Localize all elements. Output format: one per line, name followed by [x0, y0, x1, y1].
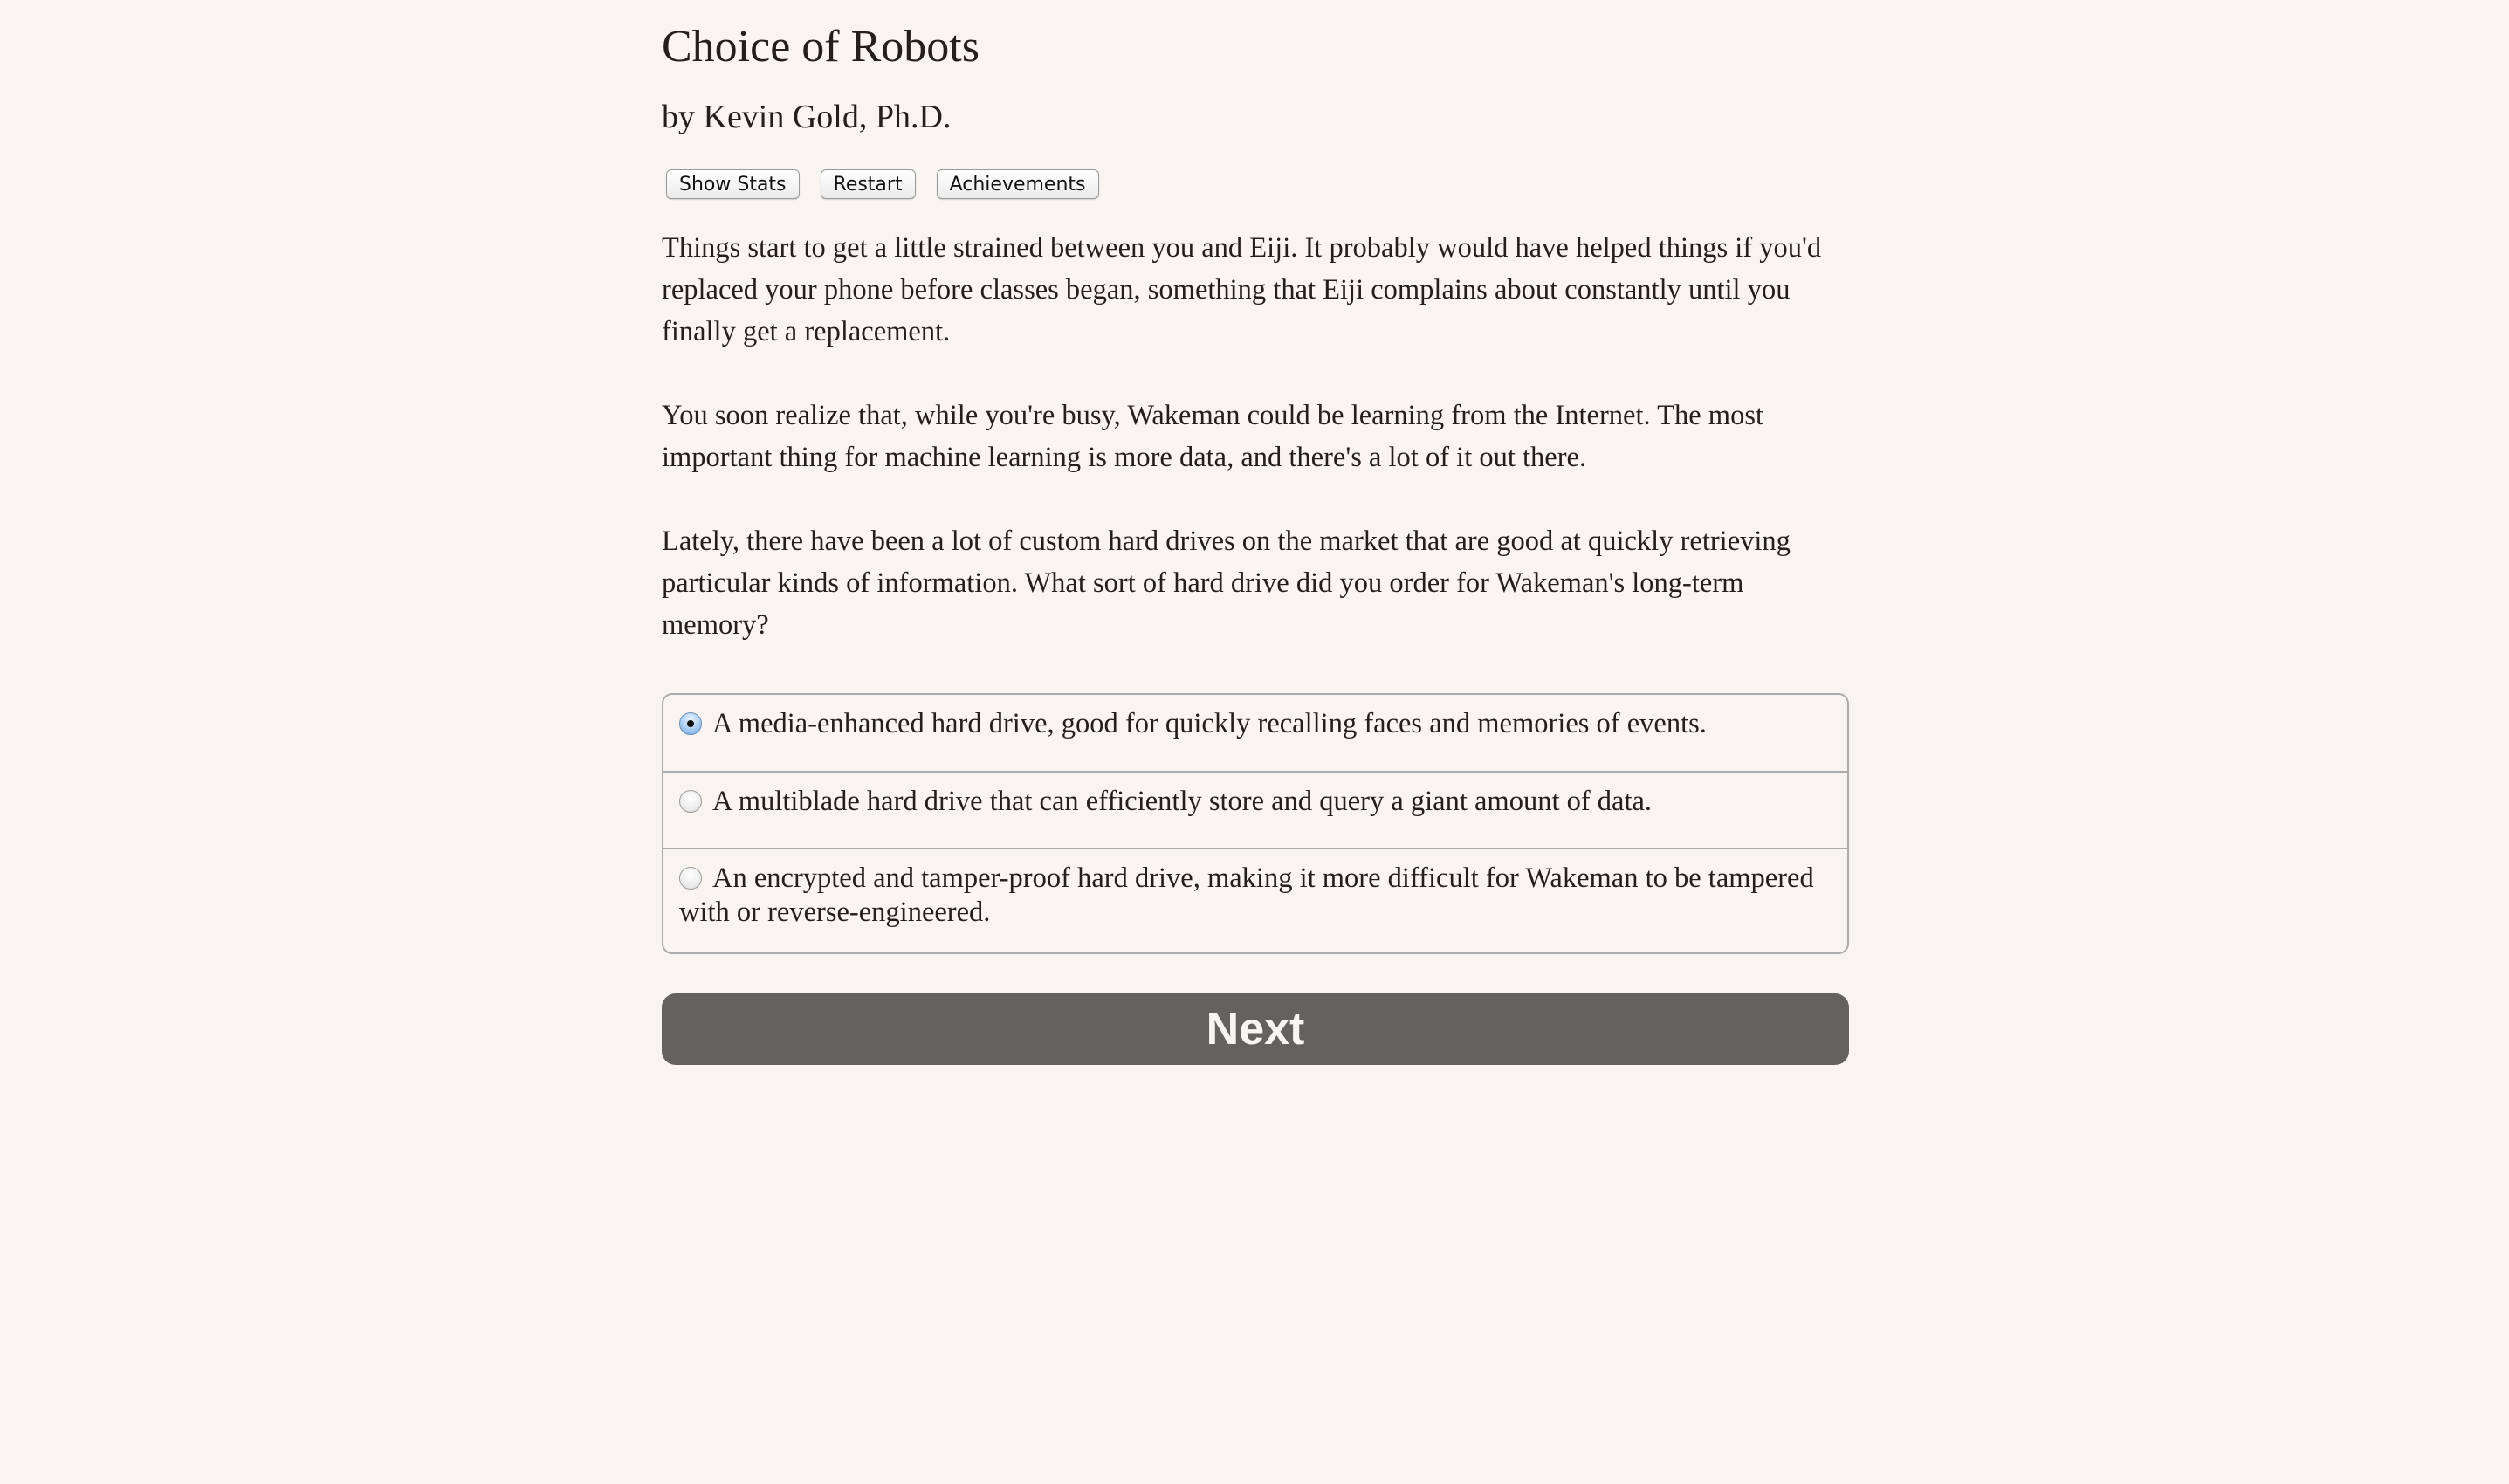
choice-label: A media-enhanced hard drive, good for quickly recalling faces and memories of events.: [712, 708, 1707, 739]
radio-unselected-icon[interactable]: [679, 867, 702, 890]
game-title: Choice of Robots: [662, 22, 980, 72]
choice-label: An encrypted and tamper-proof hard drive, making it more difficult for Wakeman to be tampered with or reverse-engineered.: [679, 862, 1814, 928]
show-stats-button[interactable]: Show Stats: [666, 169, 800, 199]
story-paragraph: You soon realize that, while you're busy, Wakeman could be learning from the Internet. The most important thing for machine learning is more data, and there's a lot of it out there.: [662, 400, 1764, 473]
choice-list: [662, 693, 1849, 954]
radio-unselected-icon[interactable]: [679, 790, 702, 813]
radio-selected-icon[interactable]: [679, 712, 702, 735]
choice-label: A multiblade hard drive that can efficiently store and query a giant amount of data.: [712, 786, 1653, 817]
achievements-button[interactable]: Achievements: [937, 169, 1099, 199]
next-button[interactable]: Next: [662, 993, 1849, 1065]
author-byline: by Kevin Gold, Ph.D.: [662, 99, 952, 135]
story-text: [662, 227, 1858, 688]
story-paragraph: Things start to get a little strained between you and Eiji. It probably would have helped things if you'd replaced your phone before classes began, something that Eiji complains about constantly until you finally get a replacement.: [662, 232, 1822, 347]
choice-option[interactable]: [663, 771, 1847, 848]
story-paragraph: Lately, there have been a lot of custom hard drives on the market that are good at quickly retrieving particular kinds of information. What sort of hard drive did you order for Wakeman's long-term memory?: [662, 526, 1791, 641]
choice-option[interactable]: [663, 848, 1847, 952]
restart-button[interactable]: Restart: [821, 169, 916, 199]
toolbar: [666, 169, 1099, 199]
choice-option[interactable]: [663, 695, 1847, 771]
